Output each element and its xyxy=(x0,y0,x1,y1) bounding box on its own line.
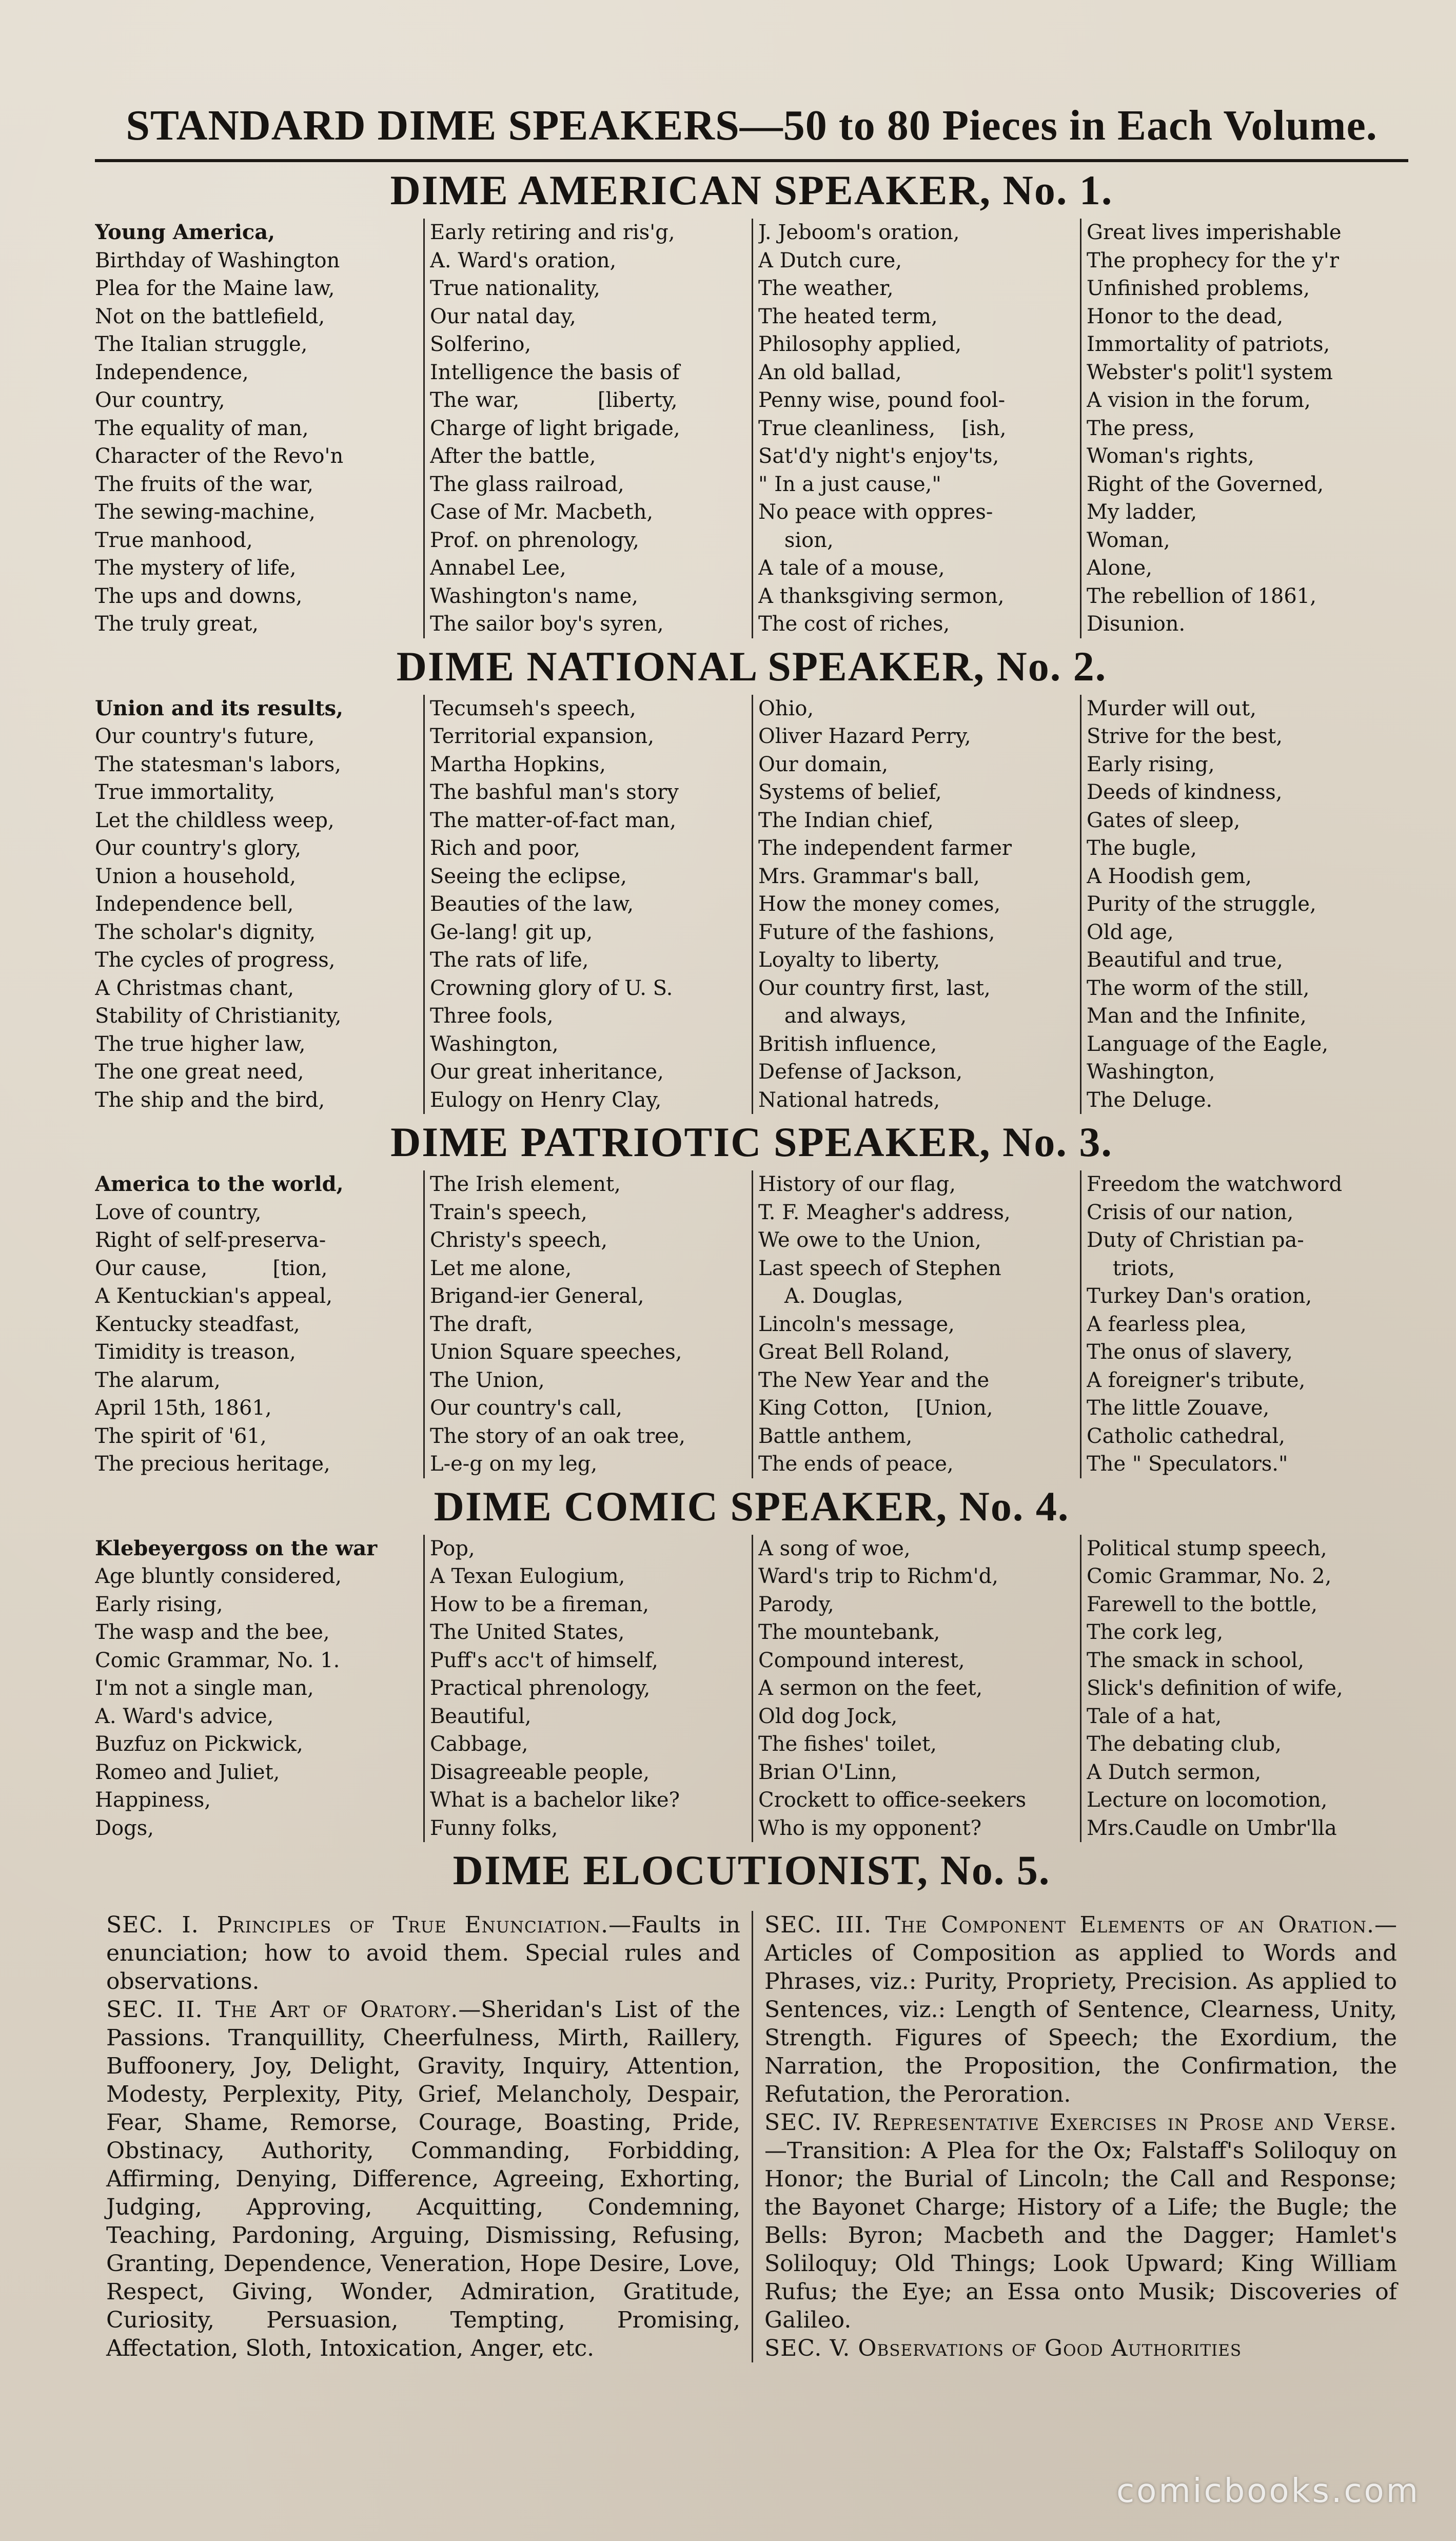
piece-title: The true higher law, xyxy=(95,1032,306,1056)
piece-title: A fearless plea, xyxy=(1087,1312,1247,1336)
piece-title: Washington, xyxy=(1087,1060,1215,1084)
piece-title: Not on the battlefield, xyxy=(95,304,325,328)
piece-title: The ends of peace, xyxy=(758,1452,954,1476)
piece-title: Deeds of kindness, xyxy=(1087,780,1283,804)
piece-title: We owe to the Union, xyxy=(758,1228,981,1252)
piece-title: Tecumseh's speech, xyxy=(430,696,636,720)
piece-title: My ladder, xyxy=(1087,500,1197,524)
piece-title: Disagreeable people, xyxy=(430,1760,650,1784)
speaker-section xyxy=(95,638,1408,1115)
contents-column xyxy=(752,695,1080,1115)
piece-title: Sat'd'y night's enjoy'ts, xyxy=(758,444,999,468)
section-heading: SEC. III. The Component Elements of an Oration. xyxy=(764,1912,1374,1938)
piece-title: How the money comes, xyxy=(758,892,1001,916)
section-body: —Faults in enunciation; how to avoid them. Special rules and observations. xyxy=(106,1912,740,1995)
piece-title: Three fools, xyxy=(430,1004,554,1028)
section-heading: SEC. IV. Representative Exercises in Prose and Verse. xyxy=(764,2109,1397,2136)
piece-title: Oliver Hazard Perry, xyxy=(758,725,971,748)
piece-title: Washington, xyxy=(430,1032,559,1056)
piece-title: A. Ward's advice, xyxy=(95,1704,274,1728)
piece-title: Eulogy on Henry Clay, xyxy=(430,1088,662,1112)
contents-column xyxy=(1080,219,1408,638)
piece-title: Practical phrenology, xyxy=(430,1676,651,1700)
elocution-section xyxy=(764,1911,1397,2108)
section-heading: SEC. V. Observations of Good Authorities xyxy=(764,2335,1242,2361)
piece-title: Birthday of Washington xyxy=(95,248,340,272)
piece-title: Defense of Jackson, xyxy=(758,1060,963,1084)
piece-title: Early rising, xyxy=(95,1592,223,1616)
piece-title: J. Jeboom's oration, xyxy=(758,221,960,244)
elocutionist-body xyxy=(95,1911,1408,2362)
piece-title: Prof. on phrenology, xyxy=(430,528,639,552)
piece-title: The little Zouave, xyxy=(1087,1396,1270,1420)
piece-title: National hatreds, xyxy=(758,1088,940,1112)
piece-title: Freedom the watchword xyxy=(1087,1172,1343,1196)
piece-title: Old age, xyxy=(1087,920,1174,944)
contents-column xyxy=(95,219,423,638)
piece-title: The rats of life, xyxy=(430,948,589,972)
piece-title: Alone, xyxy=(1087,556,1152,580)
piece-title: Old dog Jock, xyxy=(758,1704,898,1728)
piece-title: The draft, xyxy=(430,1312,533,1336)
piece-title: The spirit of '61, xyxy=(95,1424,267,1448)
piece-title: Duty of Christian pa- xyxy=(1087,1228,1304,1252)
piece-title: Plea for the Maine law, xyxy=(95,277,335,300)
piece-title: Romeo and Juliet, xyxy=(95,1760,280,1784)
piece-title: Pop, xyxy=(430,1536,475,1560)
piece-title: Disunion. xyxy=(1087,612,1186,636)
piece-title: Great Bell Roland, xyxy=(758,1340,950,1364)
piece-title: Right of self-preserva- xyxy=(95,1228,326,1252)
piece-title: The independent farmer xyxy=(758,836,1012,860)
piece-title: Mrs. Grammar's ball, xyxy=(758,864,980,888)
piece-title: A vision in the forum, xyxy=(1087,388,1311,412)
elocutionist-left-column xyxy=(95,1911,752,2362)
piece-title: The bashful man's story xyxy=(430,780,679,804)
piece-title: The smack in school, xyxy=(1087,1648,1305,1672)
piece-title: Early rising, xyxy=(1087,752,1215,776)
piece-title: and always, xyxy=(758,1004,907,1028)
piece-title: Beautiful and true, xyxy=(1087,948,1283,972)
section-heading: SEC. I. Principles of True Enunciation. xyxy=(106,1912,609,1938)
piece-title: The equality of man, xyxy=(95,416,309,440)
piece-title: Our country, xyxy=(95,388,225,412)
piece-title: Catholic cathedral, xyxy=(1087,1424,1285,1448)
piece-title: A Texan Eulogium, xyxy=(430,1565,625,1588)
piece-title: After the battle, xyxy=(430,444,596,468)
piece-title: Let me alone, xyxy=(430,1256,572,1280)
piece-title: Early retiring and ris'g, xyxy=(430,221,675,244)
piece-title: Territorial expansion, xyxy=(430,725,655,748)
section-title: DIME COMIC SPEAKER, No. 4. xyxy=(434,1482,1070,1530)
piece-title: The truly great, xyxy=(95,612,259,636)
contents-column xyxy=(423,695,752,1115)
piece-title: Martha Hopkins, xyxy=(430,752,606,776)
contents-column xyxy=(95,1535,423,1843)
piece-title: Our country first, last, xyxy=(758,976,991,1000)
piece-title: Beauties of the law, xyxy=(430,892,634,916)
piece-title: Funny folks, xyxy=(430,1816,558,1840)
piece-title: Right of the Governed, xyxy=(1087,472,1324,496)
contents-grid xyxy=(95,695,1408,1115)
section-body: —Transition: A Plea for the Ox; Falstaff's Soliloquy on Honor; the Burial of Lincoln; the Call and Response; the Bayonet Charge; History of a Life; the Bugle; the Bells: Byron; Macbeth and the Dagger; Hamlet's Soliloquy; Old Things; Look Upward; King William Rufus; the Eye; an Essa onto Musik; Discoveries of Galileo. xyxy=(764,2138,1397,2333)
piece-title: Philosophy applied, xyxy=(758,333,962,356)
speaker-section xyxy=(95,1478,1408,1843)
piece-title: A Christmas chant, xyxy=(95,976,294,1000)
contents-column xyxy=(423,219,752,638)
piece-title: Murder will out, xyxy=(1087,696,1256,720)
piece-title: Systems of belief, xyxy=(758,780,942,804)
piece-title: Solferino, xyxy=(430,333,532,356)
piece-title: The one great need, xyxy=(95,1060,304,1084)
piece-title: Love of country, xyxy=(95,1200,262,1224)
piece-title: Language of the Eagle, xyxy=(1087,1032,1329,1056)
piece-title: Parody, xyxy=(758,1592,834,1616)
piece-title: Brigand-ier General, xyxy=(430,1284,644,1308)
content xyxy=(95,92,1408,2422)
piece-title: The Italian struggle, xyxy=(95,333,308,356)
piece-title: A Dutch sermon, xyxy=(1087,1760,1262,1784)
piece-title: The rebellion of 1861, xyxy=(1087,584,1316,608)
piece-title: Happiness, xyxy=(95,1788,211,1812)
piece-title: A Hoodish gem, xyxy=(1087,864,1252,888)
piece-title: " In a just cause," xyxy=(758,472,941,496)
piece-title: A Kentuckian's appeal, xyxy=(95,1284,333,1308)
piece-title: Comic Grammar, No. 2, xyxy=(1087,1565,1332,1588)
piece-title: Our cause, [tion, xyxy=(95,1256,328,1280)
piece-title: Ohio, xyxy=(758,696,814,720)
piece-title: Farewell to the bottle, xyxy=(1087,1592,1317,1616)
piece-title: The cost of riches, xyxy=(758,612,950,636)
piece-title: The New Year and the xyxy=(758,1368,990,1392)
piece-title: The story of an oak tree, xyxy=(430,1424,686,1448)
piece-title: The glass railroad, xyxy=(430,472,624,496)
piece-title: Battle anthem, xyxy=(758,1424,913,1448)
piece-title: The United States, xyxy=(430,1620,625,1644)
piece-title: The statesman's labors, xyxy=(95,752,342,776)
contents-column xyxy=(423,1535,752,1843)
piece-title: Honor to the dead, xyxy=(1087,304,1284,328)
piece-title: Turkey Dan's oration, xyxy=(1087,1284,1312,1308)
piece-title: True manhood, xyxy=(95,528,253,552)
piece-title: The Irish element, xyxy=(430,1172,621,1196)
piece-title: How to be a fireman, xyxy=(430,1592,650,1616)
piece-title: The mystery of life, xyxy=(95,556,297,580)
piece-title: Washington's name, xyxy=(430,584,639,608)
piece-title: Union a household, xyxy=(95,864,297,888)
contents-column xyxy=(1080,1170,1408,1478)
piece-title: The fruits of the war, xyxy=(95,472,313,496)
piece-title: Slick's definition of wife, xyxy=(1087,1676,1343,1700)
piece-title: L-e-g on my leg, xyxy=(430,1452,598,1476)
piece-title: British influence, xyxy=(758,1032,937,1056)
piece-title: The press, xyxy=(1087,416,1195,440)
piece-title: The debating club, xyxy=(1087,1732,1282,1756)
piece-title: Who is my opponent? xyxy=(758,1816,982,1840)
piece-title: Woman, xyxy=(1087,528,1170,552)
piece-title: A. Ward's oration, xyxy=(430,248,617,272)
piece-title: Train's speech, xyxy=(430,1200,587,1224)
piece-title: The " Speculators." xyxy=(1087,1452,1288,1476)
piece-title: triots, xyxy=(1087,1256,1175,1280)
piece-title: Penny wise, pound fool- xyxy=(758,388,1006,412)
piece-title: Our country's call, xyxy=(430,1396,622,1420)
piece-title: The war, [liberty, xyxy=(430,388,678,412)
piece-title: Our natal day, xyxy=(430,304,576,328)
piece-title: The Deluge. xyxy=(1087,1088,1213,1112)
contents-column xyxy=(752,219,1080,638)
piece-title: True nationality, xyxy=(430,277,600,300)
piece-title: Great lives imperishable xyxy=(1087,221,1342,244)
piece-title: Compound interest, xyxy=(758,1648,965,1672)
piece-title: Last speech of Stephen xyxy=(758,1256,1001,1280)
speaker-section xyxy=(95,1114,1408,1478)
piece-title: What is a bachelor like? xyxy=(430,1788,680,1812)
piece-title: History of our flag, xyxy=(758,1172,956,1196)
section-title: DIME ELOCUTIONIST, No. 5. xyxy=(452,1847,1051,1893)
piece-title: Mrs.Caudle on Umbr'lla xyxy=(1087,1816,1337,1840)
piece-title: Kentucky steadfast, xyxy=(95,1312,300,1336)
piece-title: Independence, xyxy=(95,360,249,384)
piece-title: Buzfuz on Pickwick, xyxy=(95,1732,303,1756)
piece-title: Beautiful, xyxy=(430,1704,532,1728)
piece-title: Independence bell, xyxy=(95,892,294,916)
piece-title: Ge-lang! git up, xyxy=(430,920,593,944)
piece-title: Brian O'Linn, xyxy=(758,1760,898,1784)
piece-title: Lincoln's message, xyxy=(758,1312,955,1336)
piece-title: True cleanliness, [ish, xyxy=(758,416,1007,440)
piece-title: The cycles of progress, xyxy=(95,948,336,972)
watermark: comicbooks.com xyxy=(1116,2472,1420,2510)
section-title: DIME AMERICAN SPEAKER, No. 1. xyxy=(390,167,1113,213)
piece-title: Seeing the eclipse, xyxy=(430,864,627,888)
piece-title: The sewing-machine, xyxy=(95,500,316,524)
piece-title: Our country's glory, xyxy=(95,836,302,860)
piece-title: A song of woe, xyxy=(758,1536,911,1560)
piece-title: Purity of the struggle, xyxy=(1087,892,1316,916)
contents-column xyxy=(752,1535,1080,1843)
piece-title: Ward's trip to Richm'd, xyxy=(758,1565,998,1588)
piece-title: Gates of sleep, xyxy=(1087,808,1241,832)
piece-title: America to the world, xyxy=(95,1172,344,1196)
contents-column xyxy=(1080,1535,1408,1843)
elocution-section xyxy=(764,2334,1397,2362)
piece-title: The mountebank, xyxy=(758,1620,940,1644)
speaker-section xyxy=(95,162,1408,638)
contents-grid xyxy=(95,1535,1408,1843)
piece-title: Puff's acc't of himself, xyxy=(430,1648,658,1672)
piece-title: The sailor boy's syren, xyxy=(430,612,664,636)
piece-title: T. F. Meagher's address, xyxy=(758,1200,1011,1224)
section-body: —Articles of Composition as applied to Words and Phrases, viz.: Purity, Propriety, Precision. As applied to Sentences, viz.: Length of Sentence, Clearness, Unity, Strength. Figures of Speech; the Exordium, the Narration, the Proposition, the Confirmation, the Refutation, the Peroration. xyxy=(764,1912,1397,2107)
piece-title: True immortality, xyxy=(95,780,276,804)
piece-title: King Cotton, [Union, xyxy=(758,1396,993,1420)
section-heading: SEC. II. The Art of Oratory. xyxy=(106,1997,459,2023)
piece-title: The ship and the bird, xyxy=(95,1088,325,1112)
piece-title: Crisis of our nation, xyxy=(1087,1200,1294,1224)
piece-title: Case of Mr. Macbeth, xyxy=(430,500,654,524)
piece-title: Political stump speech, xyxy=(1087,1536,1327,1560)
piece-title: Crowning glory of U. S. xyxy=(430,976,673,1000)
section-title: DIME PATRIOTIC SPEAKER, No. 3. xyxy=(390,1119,1113,1165)
elocution-section xyxy=(764,2108,1397,2334)
piece-title: Lecture on locomotion, xyxy=(1087,1788,1328,1812)
piece-title: Our domain, xyxy=(758,752,889,776)
piece-title: Tale of a hat, xyxy=(1087,1704,1222,1728)
piece-title: Annabel Lee, xyxy=(430,556,566,580)
piece-title: Stability of Christianity, xyxy=(95,1004,342,1028)
sections xyxy=(95,162,1408,1842)
piece-title: Man and the Infinite, xyxy=(1087,1004,1307,1028)
piece-title: A. Douglas, xyxy=(758,1284,903,1308)
piece-title: Intelligence the basis of xyxy=(430,360,680,384)
contents-column xyxy=(423,1170,752,1478)
piece-title: A sermon on the feet, xyxy=(758,1676,983,1700)
piece-title: Rich and poor, xyxy=(430,836,580,860)
piece-title: The prophecy for the y'r xyxy=(1087,248,1340,272)
piece-title: Young America, xyxy=(95,220,276,244)
contents-column xyxy=(752,1170,1080,1478)
piece-title: The precious heritage, xyxy=(95,1452,330,1476)
piece-title: Strive for the best, xyxy=(1087,725,1283,748)
piece-title: Timidity is treason, xyxy=(95,1340,296,1364)
piece-title: April 15th, 1861, xyxy=(95,1396,272,1420)
piece-title: A foreigner's tribute, xyxy=(1087,1368,1306,1392)
contents-column xyxy=(95,1170,423,1478)
piece-title: Christy's speech, xyxy=(430,1228,608,1252)
piece-title: The Indian chief, xyxy=(758,808,934,832)
piece-title: Character of the Revo'n xyxy=(95,444,344,468)
piece-title: Klebeyergoss on the war xyxy=(95,1536,378,1560)
contents-column xyxy=(1080,695,1408,1115)
piece-title: Union Square speeches, xyxy=(430,1340,682,1364)
piece-title: No peace with oppres- xyxy=(758,500,993,524)
elocutionist-right-column xyxy=(752,1911,1408,2362)
contents-column xyxy=(95,695,423,1115)
section-body: —Sheridan's List of the Passions. Tranquillity, Cheerfulness, Mirth, Raillery, Buffoonery, Joy, Delight, Gravity, Inquiry, Attention, Modesty, Perplexity, Pity, Grief, Melancholy, Despair, Fear, Shame, Remorse, Courage, Boasting, Pride, Obstinacy, Authority, Commanding, Forbidding, Affirming, Denying, Difference, Agreeing, Exhorting, Judging, Approving, Acquitting, Condemning, Teaching, Pardoning, Arguing, Dismissing, Refusing, Granting, Dependence, Veneration, Hope Desire, Love, Respect, Giving, Wonder, Admiration, Gratitude, Curiosity, Persuasion, Tempting, Promising, Affectation, Sloth, Intoxication, Anger, etc. xyxy=(106,1997,740,2361)
piece-title: Age bluntly considered, xyxy=(95,1565,342,1588)
piece-title: Unfinished problems, xyxy=(1087,277,1310,300)
piece-title: Cabbage, xyxy=(430,1732,528,1756)
page-banner: STANDARD DIME SPEAKERS—50 to 80 Pieces in Each Volume. xyxy=(95,92,1408,162)
piece-title: Let the childless weep, xyxy=(95,808,335,832)
elocution-section xyxy=(106,1996,740,2362)
piece-title: Comic Grammar, No. 1. xyxy=(95,1648,340,1672)
piece-title: The weather, xyxy=(758,277,894,300)
piece-title: Immortality of patriots, xyxy=(1087,333,1330,356)
section-title: DIME NATIONAL SPEAKER, No. 2. xyxy=(396,642,1107,690)
piece-title: Our country's future, xyxy=(95,725,315,748)
piece-title: The cork leg, xyxy=(1087,1620,1224,1644)
piece-title: Our great inheritance, xyxy=(430,1060,664,1084)
piece-title: Dogs, xyxy=(95,1816,154,1840)
piece-title: I'm not a single man, xyxy=(95,1676,314,1700)
piece-title: The heated term, xyxy=(758,304,938,328)
piece-title: The fishes' toilet, xyxy=(758,1732,937,1756)
piece-title: The wasp and the bee, xyxy=(95,1620,330,1644)
piece-title: Union and its results, xyxy=(95,696,344,720)
piece-title: The scholar's dignity, xyxy=(95,920,316,944)
piece-title: Future of the fashions, xyxy=(758,920,995,944)
piece-title: A Dutch cure, xyxy=(758,248,902,272)
piece-title: Charge of light brigade, xyxy=(430,416,680,440)
piece-title: Crockett to office-seekers xyxy=(758,1788,1027,1812)
piece-title: Webster's polit'l system xyxy=(1087,360,1333,384)
contents-grid xyxy=(95,219,1408,638)
elocution-section xyxy=(106,1911,740,1996)
piece-title: The worm of the still, xyxy=(1087,976,1310,1000)
piece-title: A thanksgiving sermon, xyxy=(758,584,1005,608)
piece-title: An old ballad, xyxy=(758,360,902,384)
piece-title: The Union, xyxy=(430,1368,545,1392)
piece-title: Loyalty to liberty, xyxy=(758,948,940,972)
piece-title: The matter-of-fact man, xyxy=(430,808,677,832)
piece-title: The onus of slavery, xyxy=(1087,1340,1293,1364)
piece-title: sion, xyxy=(758,528,834,552)
piece-title: A tale of a mouse, xyxy=(758,556,945,580)
piece-title: The bugle, xyxy=(1087,836,1197,860)
piece-title: Woman's rights, xyxy=(1087,444,1254,468)
piece-title: The ups and downs, xyxy=(95,584,303,608)
contents-grid xyxy=(95,1170,1408,1478)
piece-title: The alarum, xyxy=(95,1368,221,1392)
